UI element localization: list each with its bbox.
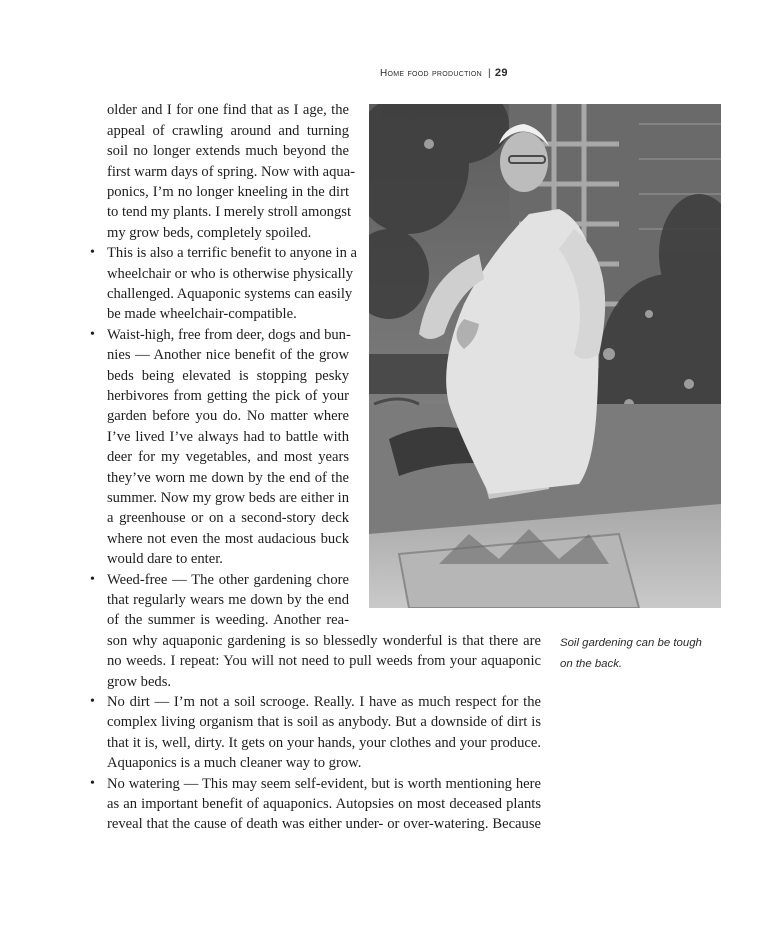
text-line: a greenhouse or on a second-story deck (107, 510, 349, 526)
caption-line: Soil gardening can be tough (560, 637, 702, 649)
bullet-marker: • (90, 245, 95, 260)
section-title: Home food production (380, 68, 482, 79)
text-line: nies — Another nice benefit of the grow (107, 347, 349, 363)
text-line: complex living organism that is soil as anybody. But a downside of dirt is (107, 714, 541, 730)
text-line: no weeds. I repeat: You will not need to pull weeds from your aquaponic (107, 653, 541, 669)
bullet-marker: • (90, 694, 95, 709)
text-line: first warm days of spring. Now with aqua- (107, 164, 356, 180)
text-line: deer for my vegetables, and most years (107, 449, 349, 465)
text-line: This is also a terrific benefit to anyone in a (107, 245, 358, 261)
text-line: Aquaponics is a much cleaner way to grow. (107, 755, 362, 771)
gardener-photo-illustration (369, 104, 721, 608)
text-line: herbivores from getting the pick of your (107, 388, 349, 404)
text-line: reveal that the cause of death was either under- or over-watering. Because (107, 816, 541, 832)
text-line: that regularly wears me down by the end (107, 592, 349, 608)
text-line: that it is, well, dirty. It gets on your hands, your clothes and your produce. (107, 735, 541, 751)
text-line: beds being elevated is stopping pesky (107, 368, 349, 384)
text-line: wheelchair or who is otherwise physically (107, 266, 353, 282)
text-line: No dirt — I’m not a soil scrooge. Really. I have as much respect for the (107, 694, 541, 710)
text-line: appeal of crawling around and turning (107, 123, 349, 139)
text-line: as an important benefit of aquaponics. Autopsies on most deceased plants (107, 796, 541, 812)
caption-line: on the back. (560, 657, 623, 670)
text-line: older and I for one find that as I age, the (107, 102, 349, 118)
text-line: challenged. Aquaponic systems can easily (107, 286, 353, 302)
bullet-marker: • (90, 327, 95, 342)
header-separator: | (488, 68, 491, 79)
text-line: I’ve lived I’ve always had to battle with (107, 429, 349, 445)
text-line: my grow beds, completely spoiled. (107, 225, 312, 241)
text-line: No watering — This may seem self-evident, but is worth mentioning here (107, 776, 541, 792)
text-line: ponics, I’m no longer kneeling in the dirt (107, 184, 349, 200)
photo-caption (560, 633, 720, 675)
text-line: soil no longer extends much beyond the (107, 143, 349, 159)
text-line: grow beds. (107, 674, 172, 690)
garden-photo (369, 104, 721, 608)
text-line: garden before you do. No matter where (107, 408, 349, 424)
text-line: would dare to enter. (107, 551, 223, 567)
page-number: 29 (494, 67, 508, 79)
bullet-marker: • (90, 776, 95, 791)
bullet-marker: • (90, 572, 95, 587)
text-line: where not even the most audacious buck (107, 531, 349, 547)
text-line: of the summer is weeding. Another rea- (107, 612, 349, 628)
text-line: to tend my plants. I merely stroll amongst (107, 204, 352, 220)
text-line: they’ve worn me down by the end of the (107, 470, 349, 486)
text-line: Weed-free — The other gardening chore (107, 572, 349, 588)
text-line: be made wheelchair-compatible. (107, 306, 297, 322)
text-line: son why aquaponic gardening is so blessedly wonderful is that there are (107, 633, 541, 649)
text-line: Waist-high, free from deer, dogs and bun- (107, 327, 351, 343)
text-line: summer. Now my grow beds are either in (107, 490, 349, 506)
running-head (380, 67, 545, 79)
